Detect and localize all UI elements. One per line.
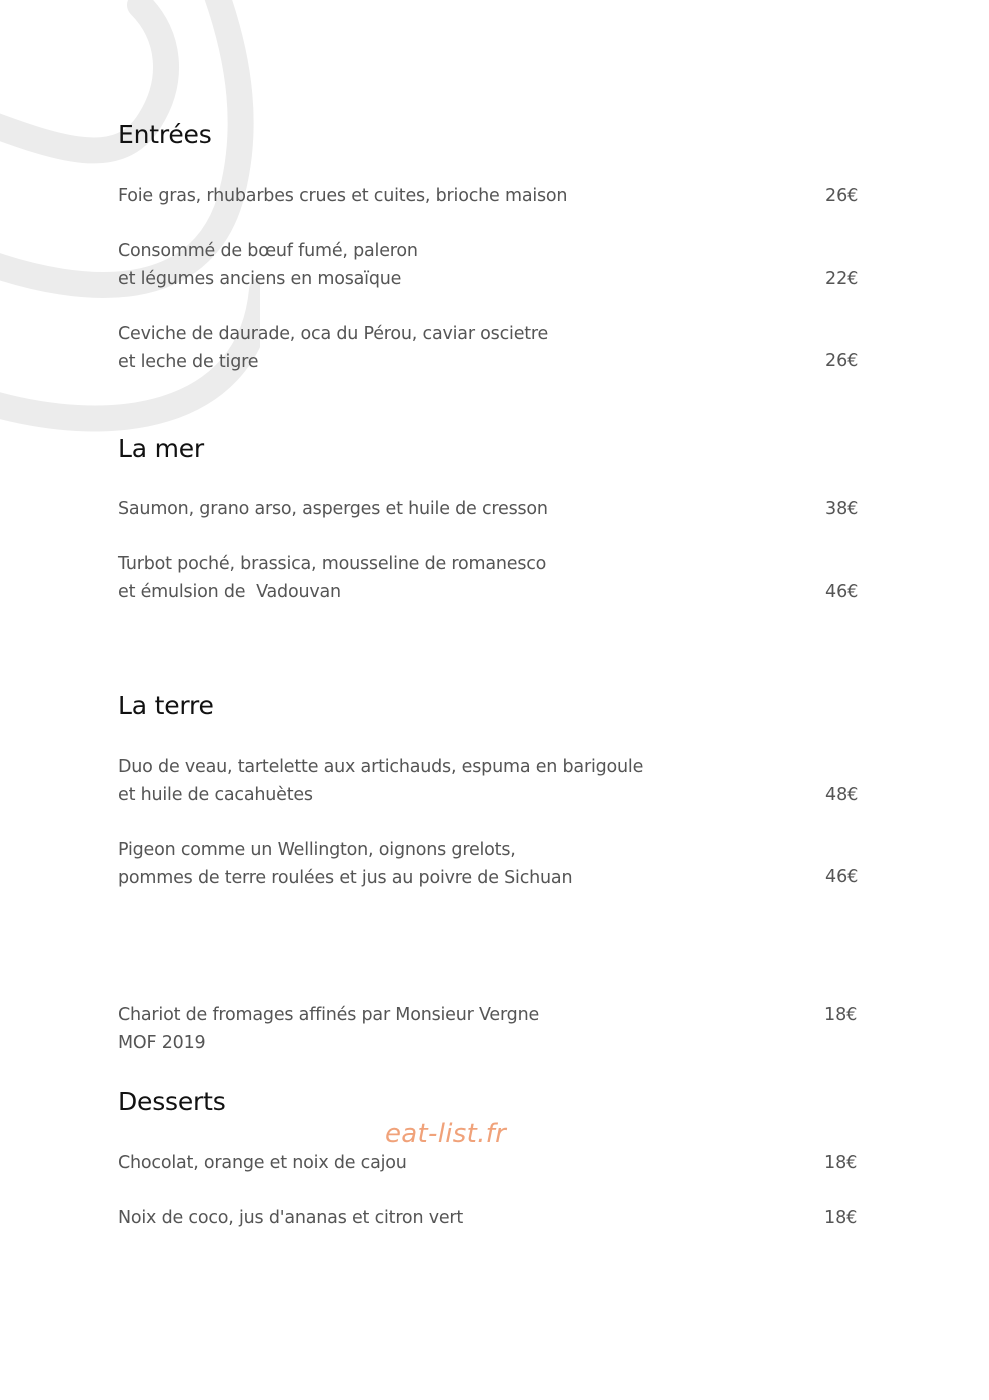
dish-saumon: Saumon, grano arso, asperges et huile de cresson [118,499,548,519]
dish-turbot: Turbot poché, brassica, mousseline de romanesco et émulsion de Vadouvan [118,554,547,602]
dish-consomme: Consommé de bœuf fumé, paleron et légumes anciens en mosaïque [118,241,418,289]
dish-foie-gras: Foie gras, rhubarbes crues et cuites, brioche maison [118,186,568,206]
price-foie-gras: 26€ [825,186,859,206]
dish-chariot-de-fromages: Chariot de fromages affinés par Monsieur Vergne MOF 2019 [118,1005,540,1053]
price-pigeon: 46€ [825,867,859,887]
price-consomme: 22€ [825,269,859,289]
dish-duo-de-veau: Duo de veau, tartelette aux artichauds, espuma en barigoule et huile de cacahuètes [118,757,644,805]
dish-pigeon: Pigeon comme un Wellington, oignons grelots, pommes de terre roulées et jus au poivre de Sichuan [118,840,573,888]
price-saumon: 38€ [825,499,859,519]
section-heading-terre: La terre [118,691,214,720]
dish-chocolat: Chocolat, orange et noix de cajou [118,1153,407,1173]
price-ceviche: 26€ [825,351,859,371]
price-turbot: 46€ [825,582,859,602]
dish-ceviche: Ceviche de daurade, oca du Pérou, caviar oscietre et leche de tigre [118,324,549,372]
price-noix-de-coco: 18€ [824,1208,858,1228]
section-heading-entrees: Entrées [118,120,212,149]
section-heading-mer: La mer [118,434,205,463]
price-duo-de-veau: 48€ [825,785,859,805]
section-heading-desserts: Desserts [118,1087,226,1116]
price-chocolat: 18€ [824,1153,858,1173]
dish-noix-de-coco: Noix de coco, jus d'ananas et citron vert [118,1208,464,1228]
watermark: eat-list.fr [385,1119,507,1149]
price-chariot-de-fromages: 18€ [824,1005,858,1025]
